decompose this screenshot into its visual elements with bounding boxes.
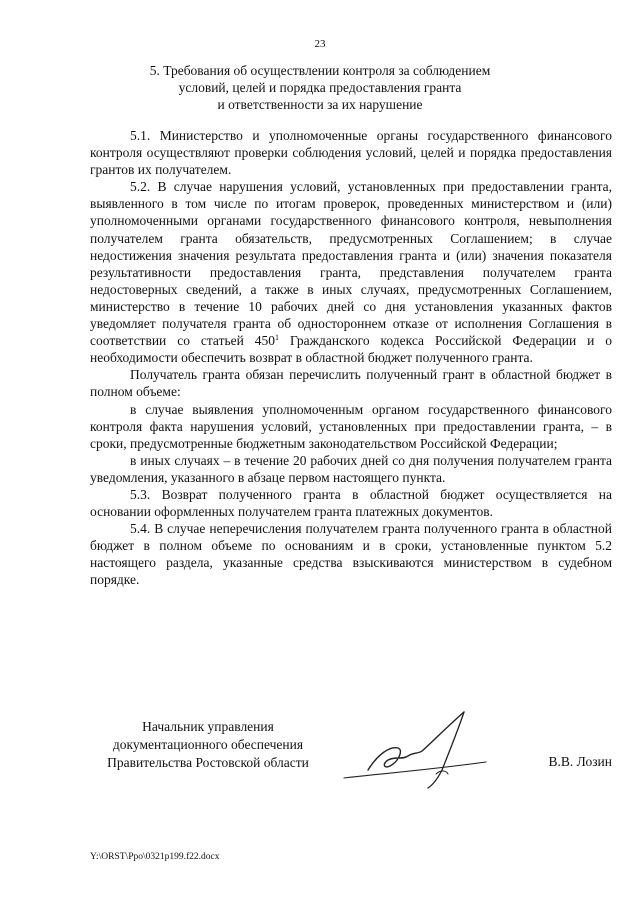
- paragraph-obligation: Получатель гранта обязан перечислить полученный грант в областной бюджет в полном объеме:: [90, 367, 612, 400]
- paragraph-5-2-text-end: Гражданского кодекса Российской Федерации и о необходимости обеспечить возврат в областной бюджет полученного гранта.: [90, 333, 612, 366]
- signatory-name: В.В. Лозин: [548, 754, 612, 769]
- file-path: Y:\ORST\Ppo\0321p199.f22.docx: [90, 852, 220, 862]
- section-heading-line-2: условий, целей и порядка предоставления гранта: [178, 80, 462, 95]
- paragraph-5-2-text: 5.2. В случае нарушения условий, установленных при предоставлении гранта, выявленного в том числе по итогам проверок, проведенных министерством и (или) уполномоченными органами государственного финансового контроля, невыполнения получателем гранта обязательств, предусмотренных Соглашением; в случае недостижения значения результата предоставления гранта и (или) значения показателя результативности предоставления гранта, представления получателем гранта недостоверных сведений, а также в иных случаях, предусмотренных Соглашением, министерство в течение 10 рабочих дней со дня установления указанных фактов уведомляет получателя гранта об одностороннем отказе от исполнения Соглашения в соответствии со статьей 450: [90, 179, 612, 349]
- section-heading-line-1: 5. Требования об осуществлении контроля за соблюдением: [149, 63, 491, 78]
- paragraph-case-violation: в случае выявления уполномоченным органом государственного финансового контроля факта нарушения условий, установленных при предоставлении гранта, – в сроки, предусмотренные бюджетным законодательством Российской Федерации;: [90, 401, 612, 451]
- page-number: 23: [314, 38, 326, 50]
- article-superscript: 1: [275, 333, 280, 343]
- paragraph-case-other: в иных случаях – в течение 20 рабочих дней со дня получения получателем гранта уведомления, указанного в абзаце первом настоящего пункта.: [90, 452, 612, 485]
- paragraph-5-4: 5.4. В случае неперечисления получателем гранта полученного гранта в областной бюджет в полном объеме по основаниям и в сроки, установленные пунктом 5.2 настоящего раздела, указанные средства взыскиваются министерством в судебном порядке.: [90, 521, 612, 588]
- handwritten-signature: [338, 704, 498, 794]
- paragraph-5-2: [90, 178, 612, 366]
- signatory-title: [88, 718, 328, 772]
- signatory-title-line-1: Начальник управления: [142, 719, 274, 734]
- document-body: [90, 127, 612, 589]
- paragraph-5-3: 5.3. Возврат полученного гранта в областной бюджет осуществляется на основании оформленных получателем гранта платежных документов.: [90, 486, 612, 520]
- signatory-title-line-3: Правительства Ростовской области: [107, 755, 309, 770]
- section-heading: [80, 62, 560, 113]
- section-heading-line-3: и ответственности за их нарушение: [217, 97, 423, 112]
- signatory-title-line-2: документационного обеспечения: [112, 737, 304, 752]
- paragraph-5-1: 5.1. Министерство и уполномоченные органы государственного финансового контроля осуществляют проверки соблюдения условий, целей и порядка предоставления грантов их получателем.: [90, 128, 612, 178]
